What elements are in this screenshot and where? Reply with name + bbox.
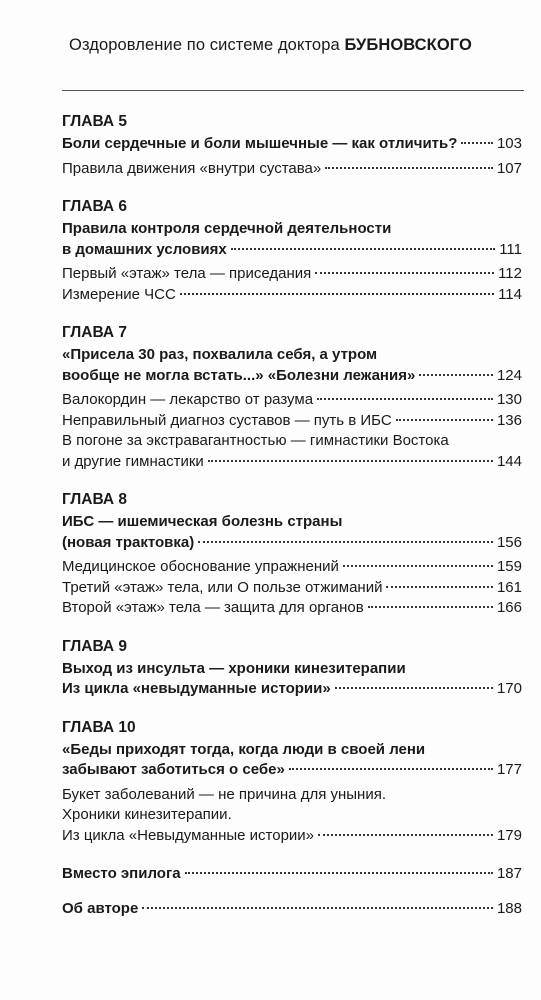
entry-title-line xyxy=(62,512,522,533)
toc-entry-chapter-title[interactable] xyxy=(62,760,522,781)
running-head-text: Оздоровление по системе доктора xyxy=(69,36,340,54)
chapter-8 xyxy=(62,490,522,619)
toc-entry-about-author[interactable] xyxy=(62,899,522,920)
table-of-contents xyxy=(62,112,522,933)
toc-entry-section[interactable] xyxy=(62,557,522,578)
entry-title-line xyxy=(62,431,522,452)
entry-title: Второй «этаж» тела — защита для органов xyxy=(62,599,364,616)
about-entry xyxy=(62,899,522,920)
toc-entry-chapter-title[interactable] xyxy=(62,533,522,554)
chapter-6 xyxy=(62,197,522,305)
page-number: 188 xyxy=(496,899,522,917)
entry-title-line xyxy=(62,219,522,240)
entry-title: Из цикла «невыдуманные истории» xyxy=(62,680,331,697)
dot-leader xyxy=(289,768,493,770)
page-number: 166 xyxy=(496,599,522,616)
dot-leader xyxy=(142,907,493,909)
page-number: 114 xyxy=(498,285,522,303)
toc-entry-chapter-title[interactable] xyxy=(62,134,522,155)
toc-entry-epilogue[interactable] xyxy=(62,864,522,885)
toc-entry-section[interactable] xyxy=(62,578,522,599)
dot-leader xyxy=(318,834,493,836)
entry-title: Выход из инсульта — хроники кинезитерапии xyxy=(62,659,406,677)
entry-title: Хроники кинезитерапии. xyxy=(62,806,232,823)
chapter-9 xyxy=(62,637,522,700)
entry-title: Неправильный диагноз суставов — путь в ИБС xyxy=(62,411,392,429)
page-number: 187 xyxy=(496,865,522,882)
dot-leader xyxy=(368,606,493,608)
toc-entry-chapter-title[interactable] xyxy=(62,240,522,261)
chapter-label: ГЛАВА 10 xyxy=(62,718,136,736)
entry-title: забывают заботиться о себе» xyxy=(62,761,285,778)
entry-title: Правила движения «внутри сустава» xyxy=(62,159,322,177)
running-head-author: БУБНОВСКОГО xyxy=(344,36,472,54)
entry-title: в домашних условиях xyxy=(62,240,227,258)
toc-entry-section[interactable] xyxy=(62,826,522,847)
dot-leader xyxy=(419,374,493,376)
entry-title: Вместо эпилога xyxy=(62,865,181,882)
dot-leader xyxy=(335,687,493,689)
toc-entry-section[interactable] xyxy=(62,159,522,180)
chapter-label: ГЛАВА 6 xyxy=(62,198,128,215)
entry-title: Валокордин — лекарство от разума xyxy=(62,391,314,408)
page-number: 179 xyxy=(496,826,522,844)
entry-title: Боли сердечные и боли мышечные — как отличить? xyxy=(62,135,458,152)
epilogue-entry xyxy=(62,864,522,885)
chapter-10 xyxy=(62,718,522,847)
page-number: 124 xyxy=(496,366,522,384)
entry-title: «Беды приходят тогда, когда люди в своей лени xyxy=(62,740,426,758)
page-number: 170 xyxy=(496,680,522,697)
dot-leader xyxy=(396,419,493,421)
page-number: 136 xyxy=(496,411,522,429)
toc-entry-chapter-title[interactable] xyxy=(62,679,522,700)
entry-title-line xyxy=(62,345,522,366)
toc-entry-section[interactable] xyxy=(62,390,522,411)
page-number: 159 xyxy=(496,558,522,575)
dot-leader xyxy=(386,586,493,588)
entry-title: Об авторе xyxy=(62,899,139,917)
dot-leader xyxy=(208,460,493,462)
chapter-label: ГЛАВА 7 xyxy=(62,324,128,341)
running-head xyxy=(0,36,541,55)
chapter-label: ГЛАВА 5 xyxy=(62,113,128,130)
entry-title: Медицинское обоснование упражнений xyxy=(62,558,339,575)
dot-leader xyxy=(317,398,493,400)
dot-leader xyxy=(185,872,493,874)
chapter-label: ГЛАВА 9 xyxy=(62,637,128,655)
entry-title-line xyxy=(62,785,522,806)
entry-title-line xyxy=(62,659,522,680)
entry-title: Из цикла «Невыдуманные истории» xyxy=(62,826,315,844)
dot-leader xyxy=(315,272,494,274)
entry-title: ИБС — ишемическая болезнь страны xyxy=(62,513,343,530)
entry-title: вообще не могла встать...» «Болезни лежания» xyxy=(62,366,416,384)
page-number: 144 xyxy=(496,452,522,470)
toc-entry-section[interactable] xyxy=(62,285,522,306)
chapter-7 xyxy=(62,323,522,472)
dot-leader xyxy=(343,565,493,567)
entry-title: Измерение ЧСС xyxy=(62,285,176,303)
page-number: 130 xyxy=(496,391,522,408)
page-number: 161 xyxy=(496,578,522,596)
chapter-5 xyxy=(62,112,522,179)
entry-title: и другие гимнастики xyxy=(62,452,204,470)
entry-title: Букет заболеваний — не причина для уныния. xyxy=(62,785,387,803)
entry-title: (новая трактовка) xyxy=(62,533,195,551)
toc-entry-chapter-title[interactable] xyxy=(62,366,522,387)
entry-title-line xyxy=(62,740,522,761)
entry-title: Правила контроля сердечной деятельности xyxy=(62,220,392,237)
entry-title-line xyxy=(62,805,522,826)
toc-entry-section[interactable] xyxy=(62,411,522,432)
toc-entry-section[interactable] xyxy=(62,264,522,285)
dot-leader xyxy=(180,293,494,295)
page-number: 112 xyxy=(498,265,522,282)
dot-leader xyxy=(461,142,493,144)
dot-leader xyxy=(231,248,495,250)
entry-title: В погоне за экстравагантностью — гимнастики Востока xyxy=(62,432,449,449)
page-number: 111 xyxy=(499,240,522,258)
entry-title: Первый «этаж» тела — приседания xyxy=(62,265,312,282)
toc-entry-section[interactable] xyxy=(62,598,522,619)
page-number: 156 xyxy=(496,533,522,551)
page-number: 103 xyxy=(496,135,522,152)
dot-leader xyxy=(325,167,493,169)
page-number: 107 xyxy=(496,159,522,177)
entry-title: Третий «этаж» тела, или О пользе отжиманий xyxy=(62,578,383,596)
chapter-label: ГЛАВА 8 xyxy=(62,491,128,508)
toc-entry-section[interactable] xyxy=(62,452,522,473)
page-number: 177 xyxy=(496,761,522,778)
header-divider xyxy=(62,90,524,91)
entry-title: «Присела 30 раз, похвалила себя, а утром xyxy=(62,346,378,363)
dot-leader xyxy=(198,541,493,543)
